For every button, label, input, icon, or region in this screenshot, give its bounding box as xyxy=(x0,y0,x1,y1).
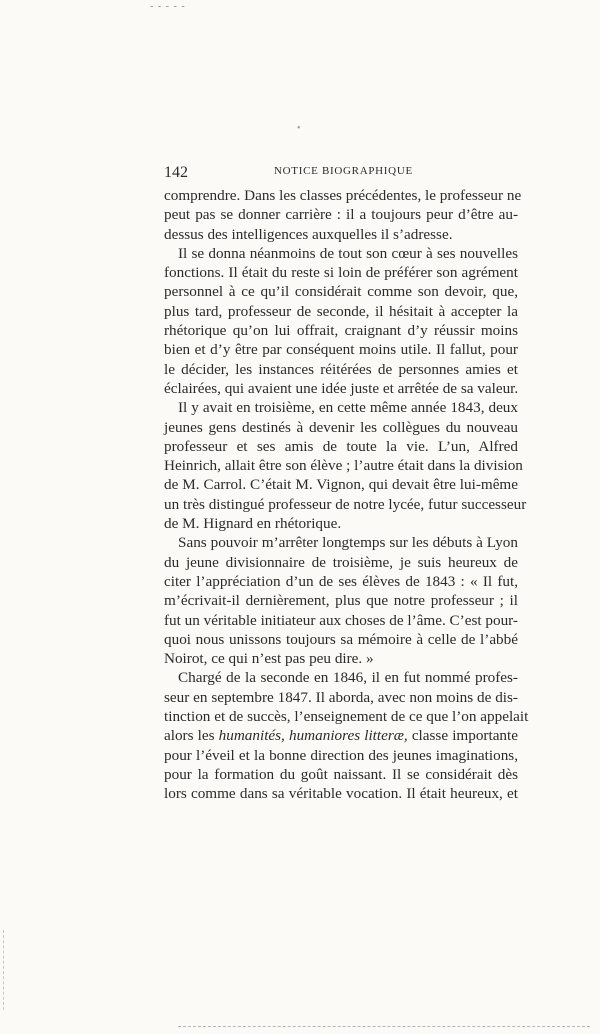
top-scan-mark: - - - - - xyxy=(150,1,186,12)
text-line: Il y avait en troisième, en cette même année 1843, deux xyxy=(178,399,518,417)
text-line: bien et d’y être par conséquent moins utile. Il fallut, pour xyxy=(164,341,518,359)
text-line: Il se donna néanmoins de tout son cœur à ses nouvelles xyxy=(178,244,518,262)
text-segment: alors les xyxy=(164,727,219,745)
text-line: rhétorique qu’on lui offrait, craignant d’y réussir moins xyxy=(164,322,518,340)
text-segment: classe importante xyxy=(407,727,518,745)
bottom-scan-edge xyxy=(178,1026,590,1027)
text-line: professeur et ses amis de toute la vie. L’un, Alfred xyxy=(164,437,518,455)
text-line: jeunes gens destinés à devenir les collègues du nouveau xyxy=(164,418,518,436)
page-number: 142 xyxy=(164,164,188,181)
text-line: éclairées, qui avaient une idée juste et arrêtée de sa valeur. xyxy=(164,379,519,397)
text-line: plus tard, professeur de seconde, il hésitait à accepter la xyxy=(164,302,518,320)
text-line: citer l’appréciation d’un de ses élèves de 1843 : « Il fut, xyxy=(164,572,518,590)
body-text xyxy=(164,186,529,804)
text-line: seur en septembre 1847. Il aborda, avec non moins de dis- xyxy=(164,688,518,706)
text-line: peut pas se donner carrière : il a toujours peur d’être au- xyxy=(164,206,518,224)
text-line xyxy=(164,726,518,745)
page-header xyxy=(164,164,518,184)
text-line: tinction et de succès, l’enseignement de ce que l’on appelait xyxy=(164,708,529,726)
text-line: Chargé de la seconde en 1846, il en fut nommé profes- xyxy=(178,669,518,687)
text-line: pour l’éveil et la bonne direction des jeunes imaginations, xyxy=(164,746,518,764)
text-line: dessus des intelligences auxquelles il s’adresse. xyxy=(164,225,453,243)
text-line: du jeune divisionnaire de troisième, je suis heureux de xyxy=(164,553,518,571)
left-scan-edge xyxy=(3,930,4,1010)
text-line: m’écrivait-il dernièrement, plus que notre professeur ; il xyxy=(164,592,518,610)
text-line: fut un véritable initiateur aux choses de l’âme. C’est pour- xyxy=(164,611,518,629)
text-line: de M. Hignard en rhétorique. xyxy=(164,515,342,533)
text-line: personnel à ce qu’il considérait comme son devoir, que, xyxy=(164,283,518,301)
text-line: Noirot, ce qui n’est pas peu dire. » xyxy=(164,650,374,668)
text-line: un très distingué professeur de notre lycée, futur successeur xyxy=(164,495,527,513)
italic-text: humanités, humaniores litteræ, xyxy=(218,727,408,745)
text-line: le décider, les instances réitérées de personnes amies et xyxy=(164,360,518,378)
text-line: fonctions. Il était du reste si loin de préférer son agrément xyxy=(164,264,518,282)
center-scan-mark: • xyxy=(297,123,302,134)
text-line: comprendre. Dans les classes précédentes, le professeur ne xyxy=(164,187,522,204)
text-line: de M. Carrol. C’était M. Vignon, qui devait être lui-même xyxy=(164,476,518,494)
running-title: NOTICE BIOGRAPHIQUE xyxy=(274,165,413,177)
text-line: pour la formation du goût naissant. Il se considérait dès xyxy=(164,765,518,783)
text-line: Sans pouvoir m’arrêter longtemps sur les débuts à Lyon xyxy=(178,534,518,552)
text-line: Heinrich, allait être son élève ; l’autre était dans la division xyxy=(164,457,523,475)
text-line: lors comme dans sa véritable vocation. Il était heureux, et xyxy=(164,785,518,803)
text-line: quoi nous unissons toujours sa mémoire à celle de l’abbé xyxy=(164,630,518,648)
